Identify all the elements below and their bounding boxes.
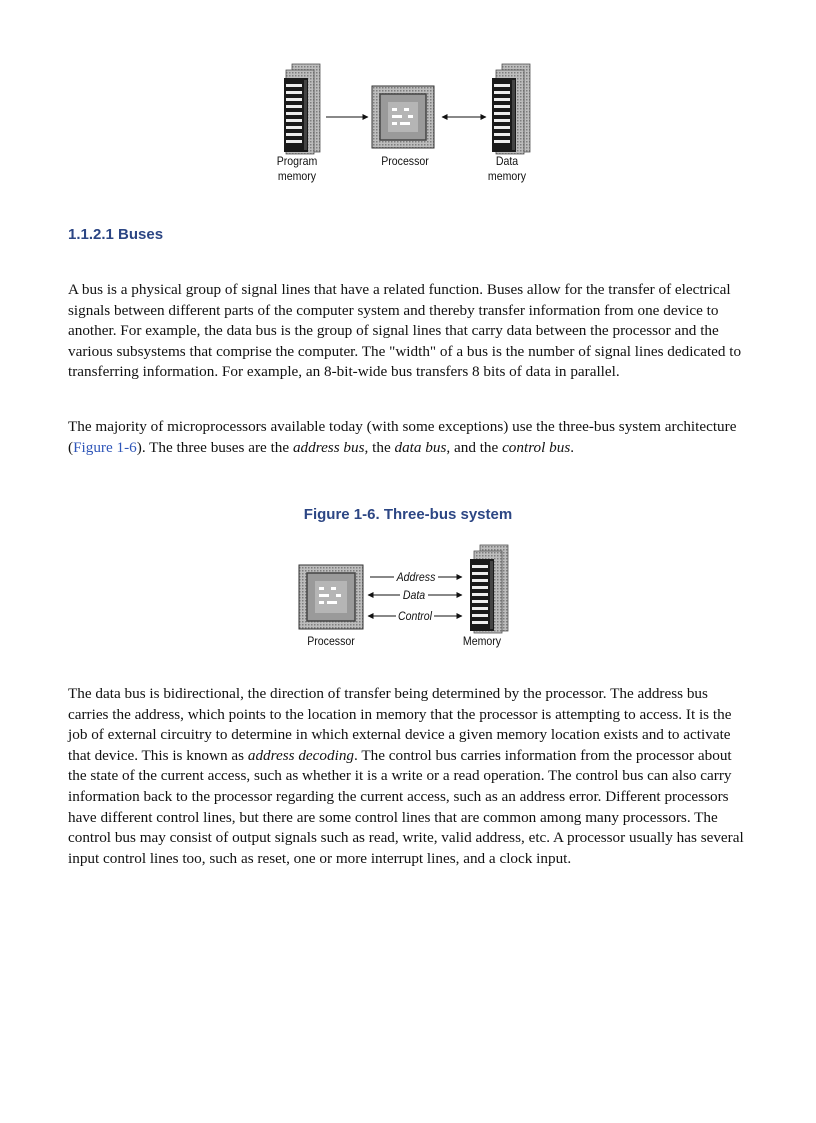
- p2-em-address-bus: address bus: [292, 438, 365, 456]
- program-memory-icon: [284, 64, 320, 154]
- label-memory-bus: Memory: [462, 634, 502, 648]
- p2-text-1: The majority of microprocessors available today (with some exceptions) use the three-bus system architecture (: [68, 418, 737, 456]
- paragraph-three-bus-intro: [68, 417, 748, 458]
- figure-caption: Figure 1-6. Three-bus system: [303, 506, 513, 523]
- p3-em-address-decoding: address decoding: [247, 746, 355, 764]
- p2-em-data-bus: data bus: [394, 438, 447, 456]
- label-processor-top: Processor: [381, 154, 429, 168]
- label-address-bus: Address: [396, 570, 436, 584]
- figure-three-bus-system: [296, 543, 516, 653]
- label-data-memory-line2: memory: [487, 169, 527, 183]
- p2-text-5: .: [570, 438, 575, 456]
- paragraph-bus-details: [68, 684, 748, 869]
- label-program-memory-line2: memory: [277, 169, 317, 183]
- label-processor-bus: Processor: [307, 634, 355, 648]
- p2-text-3: , the: [364, 438, 395, 456]
- label-control-bus: Control: [397, 609, 433, 623]
- section-heading: 1.1.2.1 Buses: [68, 226, 164, 243]
- p2-text-4: , and the: [446, 438, 503, 456]
- bus-processor-chip-icon: [299, 565, 363, 629]
- p3-text-1: The data bus is bidirectional, the direction of transfer being determined by the processor. The address bus carries the address, which points to the location in memory that the processor is attempting to access. It is the job of external circuitry to determine in which external device a given memory location exists and to activate that device. This is known as: [68, 685, 732, 764]
- label-program-memory-line1: Program: [276, 154, 318, 168]
- label-data-bus: Data: [402, 588, 426, 602]
- label-data-memory-line1: Data: [495, 154, 519, 168]
- label-program-memory: [266, 154, 328, 184]
- data-memory-icon: [492, 64, 530, 154]
- figure-harvard-architecture: [262, 60, 542, 190]
- figure-1-6-link[interactable]: Figure 1-6: [73, 438, 137, 456]
- paragraph-bus-definition: A bus is a physical group of signal lines that have a related function. Buses allow for the transfer of electrical signals between different parts of the computer system and thereby transfer information from one device to another. For example, the data bus is the group of signal lines that carry data between the processor and the various subsystems that comprise the computer. The "width" of a bus is the number of signal lines dedicated to transferring information. For example, an 8-bit-wide bus transfers 8 bits of data in parallel.: [68, 281, 742, 381]
- p3-text-2: . The control bus carries information from the processor about the state of the current access, such as whether it is a write or a read operation. The control bus can also carry information back to the processor regarding the current access, such as an address error. Different processors have different control lines, but there are some control lines that are common among many processors. The control bus may consist of output signals such as read, write, valid address, etc. A processor usually has several input control lines too, such as reset, one or more interrupt lines, and a clock input.: [68, 746, 744, 867]
- processor-chip-icon: [372, 86, 434, 148]
- bus-memory-icon: [470, 545, 508, 633]
- label-data-memory: [476, 154, 538, 184]
- p2-text-2: ). The three buses are the: [136, 438, 293, 456]
- p2-em-control-bus: control bus: [502, 438, 571, 456]
